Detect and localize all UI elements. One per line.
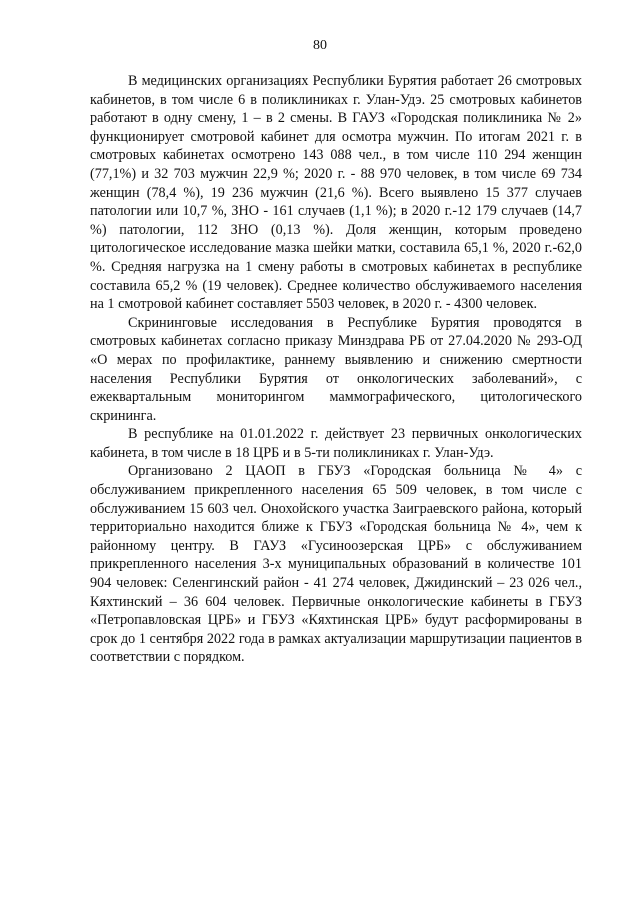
page-number: 80 — [313, 38, 327, 53]
paragraph-caop: Организовано 2 ЦАОП в ГБУЗ «Городская больница № 4» с обслуживанием прикрепленного населения 65 509 человек, в том числе с обслуживанием 15 603 чел. Онохойского участка Заиграевского района, который территориально находится ближе к ГБУЗ «Городская больница № 4», чем к районному центру. В ГАУЗ «Гусиноозерская ЦРБ» с обслуживанием прикрепленного населения 3-х муниципальных образований в количестве 101 904 человек: Селенгинский район - 41 274 человек, Джидинский – 23 026 чел., Кяхтинский – 36 604 человек. Первичные онкологические кабинеты в ГБУЗ «Петропавловская ЦРБ» и ГБУЗ «Кяхтинская ЦРБ» будут расформированы в срок до 1 сентября 2022 года в рамках актуализации маршрутизации пациентов в соответствии с порядком. — [90, 463, 582, 666]
body-text — [90, 72, 582, 667]
paragraph-oncology-offices: В республике на 01.01.2022 г. действует 23 первичных онкологических кабинета, в том числе в 18 ЦРБ и в 5-ти поликлиниках г. Улан-Удэ. — [90, 426, 582, 461]
paragraph-screening-studies: Скрининговые исследования в Республике Бурятия проводятся в смотровых кабинетах согласно приказу Минздрава РБ от 27.04.2020 № 293-ОД «О мерах по профилактике, раннему выявлению и снижению смертности населения Республики Бурятия от онкологических заболеваний», с ежеквартальным мониторингом маммографического, цитологического скрининга. — [90, 314, 582, 424]
paragraph-screening-rooms: В медицинских организациях Республики Бурятия работает 26 смотровых кабинетов, в том числе 6 в поликлиниках г. Улан-Удэ. 25 смотровых кабинетов работают в одну смену, 1 – в 2 смены. В ГАУЗ «Городская поликлиника № 2» функционирует смотровой кабинет для осмотра мужчин. По итогам 2021 г. в смотровых кабинетах осмотрено 143 088 чел., в том числе 110 294 женщин (77,1%) и 32 703 мужчин 22,9 %; 2020 г. - 88 970 человек, в том числе 69 734 женщин (78,4 %), 19 236 мужчин (21,6 %). Всего выявлено 15 377 случаев патологии или 10,7 %, ЗНО - 161 случаев (1,1 %); в 2020 г.-12 179 случаев (14,7 %) патологии, 112 ЗНО (0,13 %). Доля женщин, которым проведено цитологическое исследование мазка шейки матки, составила 65,1 %, 2020 г.-62,0 %. Средняя нагрузка на 1 смену работы в смотровых кабинетах в республике составила 65,2 % (19 человек). Среднее количество обслуживаемого населения на 1 смотровой кабинет составляет 5503 человек, в 2020 г. - 4300 человек. — [90, 73, 582, 313]
